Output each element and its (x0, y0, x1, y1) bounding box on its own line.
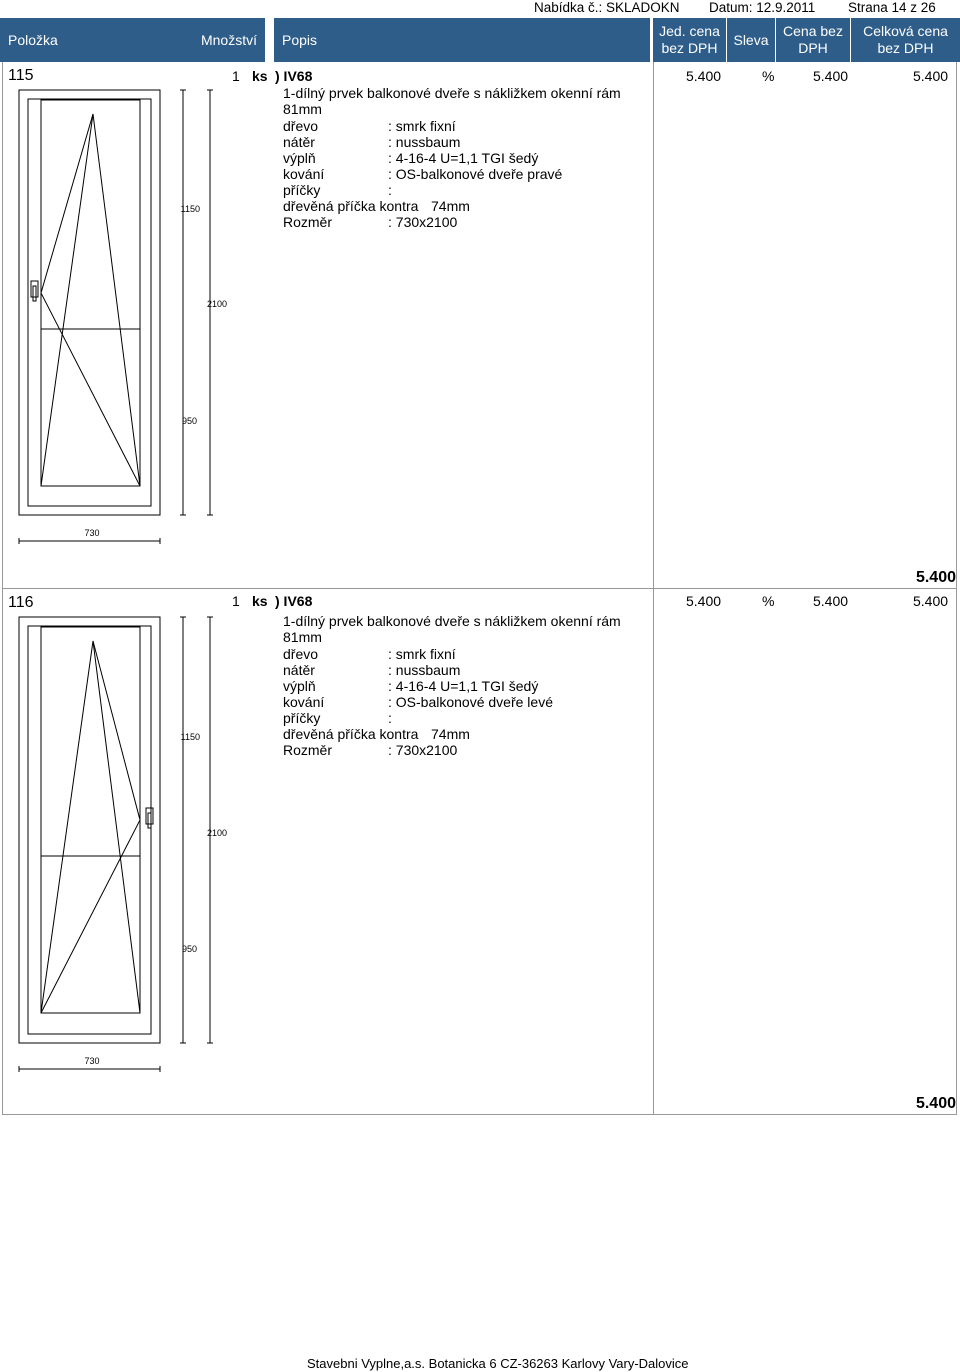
door-drawing-left (0, 588, 230, 1088)
discount: % (762, 68, 775, 84)
total-price: 5.400 (913, 68, 949, 84)
table-header (0, 18, 960, 62)
description-line: 1-dílný prvek balkonové dveře s nákližkem okenní rám (283, 613, 621, 629)
unit-price: 5.400 (686, 68, 722, 84)
header-item: Položka (0, 18, 193, 62)
dim-width: 730 (84, 528, 100, 538)
item-unit: ks (252, 68, 268, 84)
item-subtotal: 5.400 (915, 569, 956, 586)
description-line: 81mm (283, 101, 322, 117)
document-info-line (534, 0, 954, 16)
dim-width: 730 (84, 1056, 100, 1066)
item-code: ) IV68 (275, 68, 313, 84)
offer-number: Nabídka č.: SKLADOKN (534, 0, 680, 15)
dim-height: 2100 (206, 828, 227, 838)
item-number: 116 (8, 594, 34, 611)
table-row: 116 1 ks ) IV68 5.400 % 5.400 5.400 1-dílný prvek balkonové dveře s nákližkem okenní rám 81mm dřevo : smrk fixní nátěr : nussbaum výplň : 4-16-4 U=1,1 TGI šedý kování : OS-balkonové dveře levé příčky : dřevěná příčka kontra 74mm Rozměr : 730x2100 1150 2100 950 730 5.400 (0, 588, 960, 1114)
total-price: 5.400 (913, 593, 949, 609)
item-unit: ks (252, 593, 268, 609)
header-total: Celková cena bez DPH (851, 18, 960, 62)
dim-height: 2100 (206, 299, 227, 309)
discount: % (762, 593, 775, 609)
dim-upper: 1150 (180, 732, 200, 742)
header-discount: Sleva (727, 18, 775, 62)
table-row: 115 1 ks ) IV68 5.400 % 5.400 5.400 1-dílný prvek balkonové dveře s nákližkem okenní rám 81mm dřevo : smrk fixní nátěr : nussbaum výplň : 4-16-4 U=1,1 TGI šedý kování : OS-balkonové dveře pravé příčky : dřevěná příčka kontra 74mm Rozměr : 730x2100 1150 2100 950 730 5.400 (0, 62, 960, 588)
page-number: Strana 14 z 26 (848, 0, 936, 15)
header-price: Cena bez DPH (776, 18, 850, 62)
dim-upper: 1150 (180, 204, 200, 214)
item-subtotal: 5.400 (915, 1095, 956, 1112)
offer-date: Datum: 12.9.2011 (709, 0, 816, 15)
price: 5.400 (813, 68, 849, 84)
item-quantity: 1 (232, 593, 240, 609)
unit-price: 5.400 (686, 593, 722, 609)
header-description: Popis (274, 18, 650, 62)
description-line: 1-dílný prvek balkonové dveře s nákližkem okenní rám (283, 85, 621, 101)
dim-lower: 950 (181, 944, 197, 954)
dim-lower: 950 (181, 416, 197, 426)
door-drawing-right (0, 62, 230, 562)
header-quantity: Množství (193, 18, 265, 62)
price: 5.400 (813, 593, 849, 609)
grid-line-bottom (2, 1114, 957, 1115)
item-number: 115 (8, 67, 34, 84)
description-line: 81mm (283, 629, 322, 645)
header-unit-price: Jed. cena bez DPH (653, 18, 726, 62)
page-footer: Stavebni Vyplne,a.s. Botanicka 6 CZ-36263 Karlovy Vary-Dalovice (307, 1356, 689, 1371)
item-code: ) IV68 (275, 593, 313, 609)
item-quantity: 1 (232, 68, 240, 84)
